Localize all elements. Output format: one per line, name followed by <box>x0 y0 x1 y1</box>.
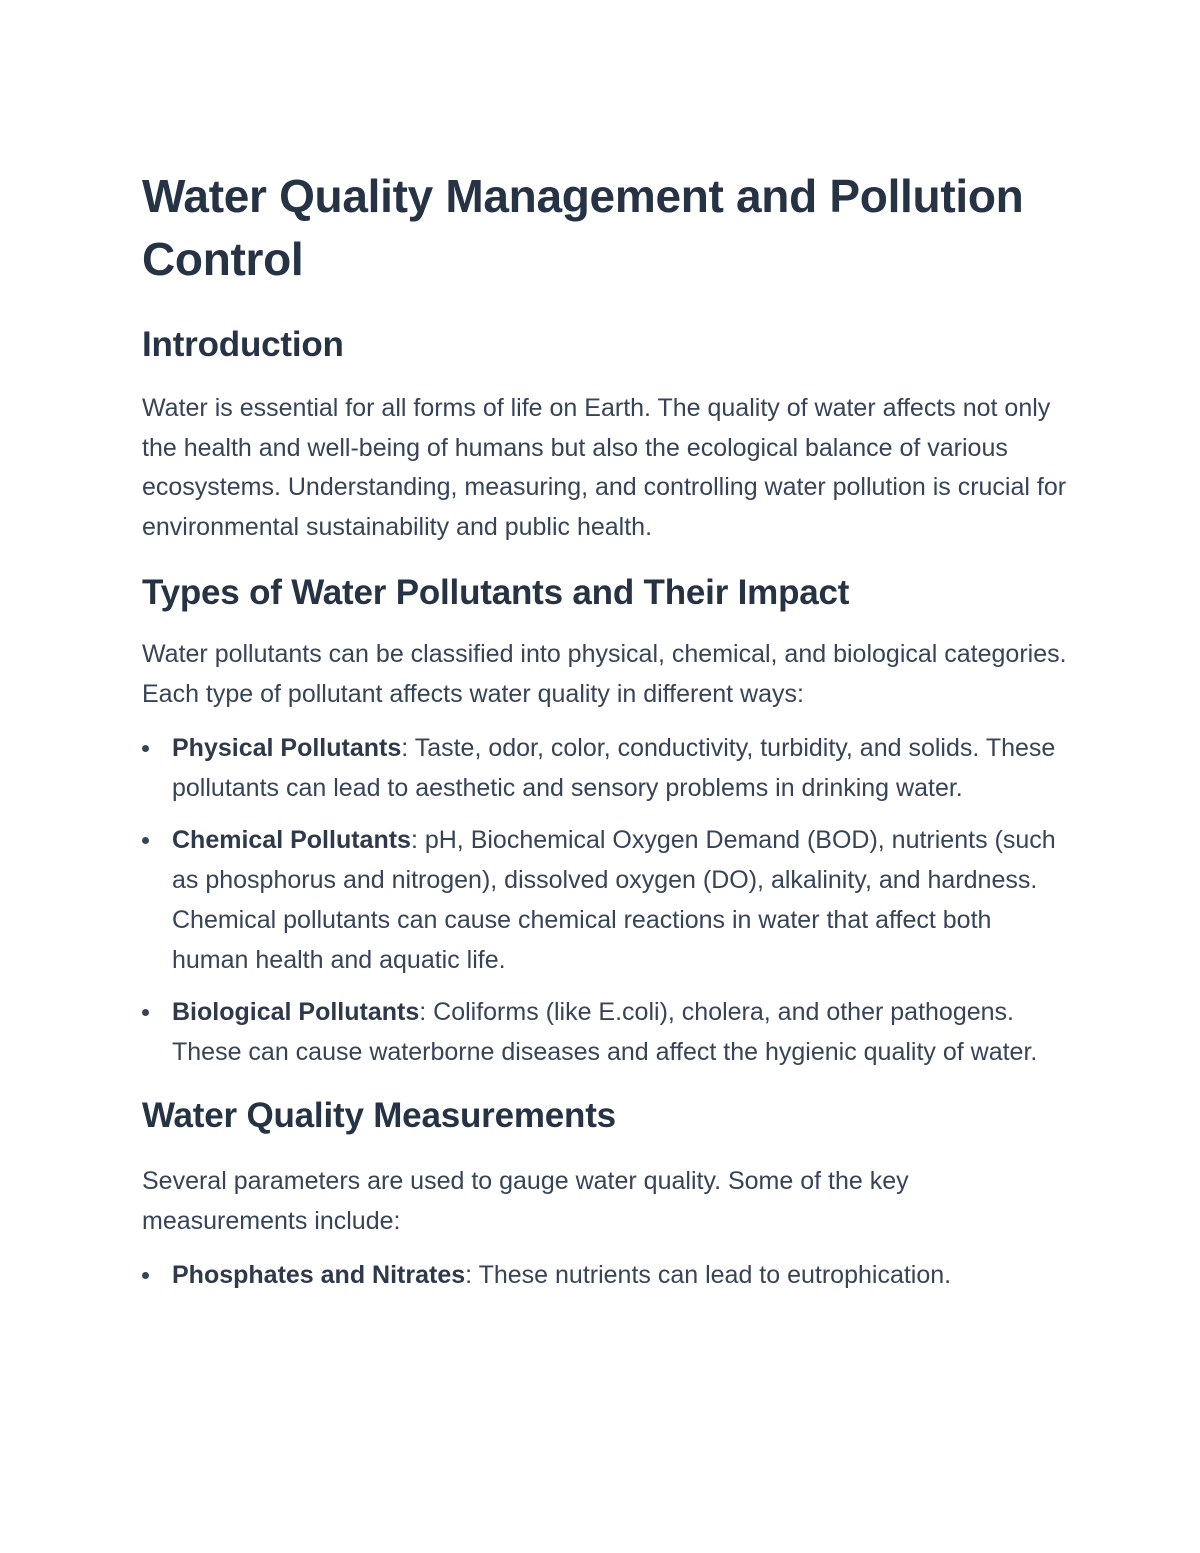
document-page <box>142 165 1072 1295</box>
section-heading-measurements: Water Quality Measurements <box>142 1096 616 1135</box>
section-heading-introduction: Introduction <box>142 325 344 364</box>
list-item-term: Chemical Pollutants <box>172 826 411 854</box>
pollutant-types-list <box>142 728 1072 1072</box>
list-item-term: Phosphates and Nitrates <box>172 1261 466 1289</box>
bullet-icon <box>142 745 149 752</box>
list-item-term: Physical Pollutants <box>172 734 402 762</box>
measurements-paragraph: Several parameters are used to gauge water quality. Some of the key measurements include: <box>142 1167 909 1235</box>
pollutant-types-paragraph: Water pollutants can be classified into physical, chemical, and biological categories. Each type of pollutant affects water quality in different ways: <box>142 640 1067 708</box>
list-item-text: : pH, Biochemical Oxygen Demand (BOD), nutrients (such as phosphorus and nitrogen), dissolved oxygen (DO), alkalinity, and hardness. Chemical pollutants can cause chemical reactions in water that affect both human health and aquatic life. <box>172 826 1056 974</box>
list-item-text: : These nutrients can lead to eutrophication. <box>465 1261 952 1289</box>
list-item-biological-pollutants <box>142 992 1072 1072</box>
list-item-text: : Coliforms (like E.coli), cholera, and other pathogens. These can cause waterborne diseases and affect the hygienic quality of water. <box>172 998 1038 1066</box>
bullet-icon <box>142 1009 149 1016</box>
document-title: Water Quality Management and Pollution Control <box>142 170 1024 285</box>
measurements-list <box>142 1255 1072 1295</box>
bullet-icon <box>142 1272 149 1279</box>
list-item-text: : Taste, odor, color, conductivity, turbidity, and solids. These pollutants can lead to aesthetic and sensory problems in drinking water. <box>172 734 1056 802</box>
list-item-phosphates-nitrates <box>142 1255 1072 1295</box>
list-item-term: Biological Pollutants <box>172 998 420 1026</box>
list-item-chemical-pollutants <box>142 820 1072 980</box>
list-item-physical-pollutants <box>142 728 1072 808</box>
section-heading-pollutant-types: Types of Water Pollutants and Their Impact <box>142 573 850 612</box>
bullet-icon <box>142 837 149 844</box>
introduction-paragraph: Water is essential for all forms of life on Earth. The quality of water affects not only the health and well-being of humans but also the ecological balance of various ecosystems. Understanding, measuring, and controlling water pollution is crucial for environmental sustainability and public health. <box>142 394 1067 541</box>
